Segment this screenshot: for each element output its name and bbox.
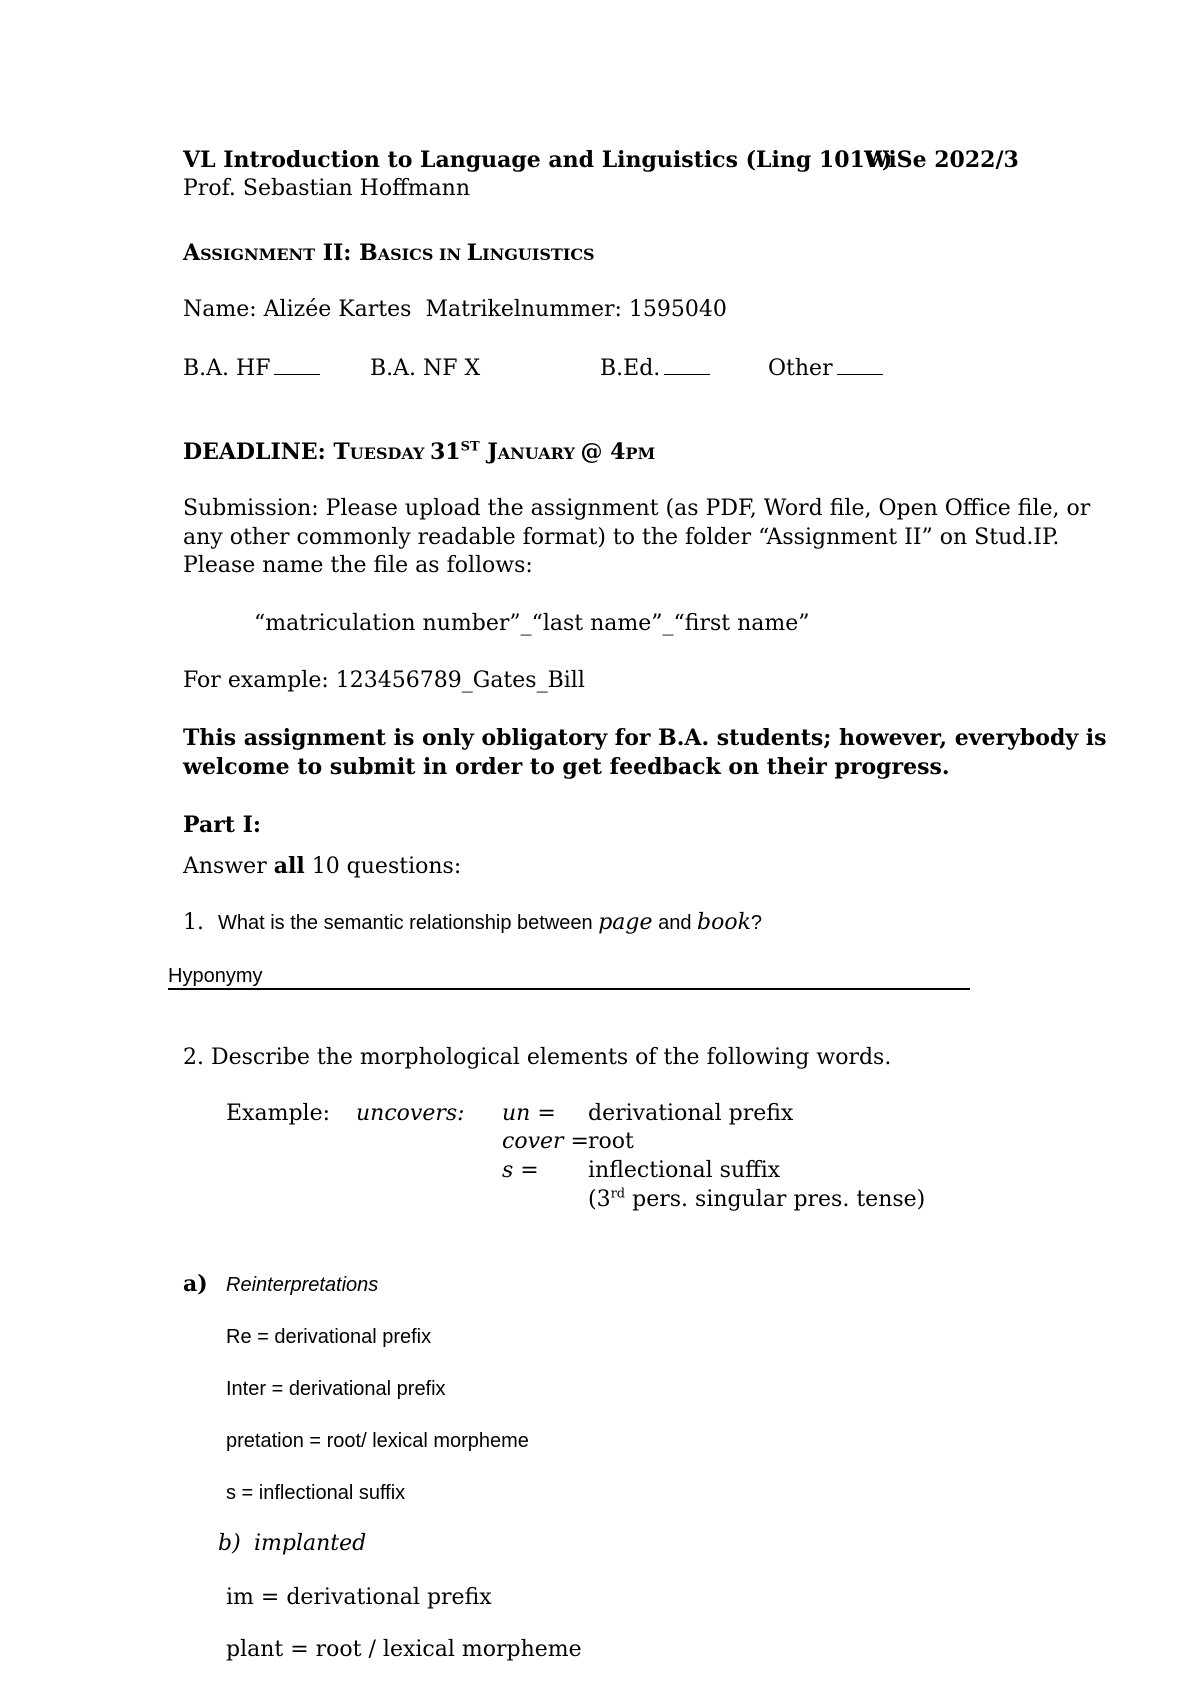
deadline-part: ST: [460, 439, 480, 455]
deadline-part: UESDAY: [349, 444, 430, 463]
answer-line: pretation = root/ lexical morpheme: [226, 1430, 529, 1452]
deadline-label: DEADLINE:: [183, 439, 334, 465]
question-1: [183, 909, 762, 937]
semester: WiSe 2022/3: [864, 147, 1019, 173]
part-heading: Part I:: [183, 812, 262, 838]
morpheme-note: [588, 1186, 925, 1214]
item-word-a: Reinterpretations: [226, 1274, 379, 1296]
question-2: 2. Describe the morphological elements of the following words.: [183, 1045, 892, 1070]
note-text: pers. singular pres. tense): [625, 1187, 926, 1212]
title-part: SSIGNMENT: [200, 245, 316, 264]
question-text: ?: [750, 912, 763, 934]
question-term: book: [697, 910, 751, 935]
professor: Prof. Sebastian Hoffmann: [183, 176, 471, 201]
program-label: B.A. HF: [183, 356, 271, 381]
program-other: [768, 355, 883, 383]
deadline-part: PM: [625, 444, 656, 463]
title-part: B: [359, 240, 378, 266]
example-word: uncovers:: [356, 1101, 465, 1126]
title-part: L: [466, 240, 483, 266]
deadline-part: 31: [429, 439, 461, 465]
note-text: (3: [588, 1187, 611, 1212]
blank-line: [837, 356, 883, 375]
note-sup: rd: [610, 1186, 626, 1202]
deadline-part: ANUARY: [497, 444, 581, 463]
item-word-b: implanted: [254, 1531, 367, 1556]
deadline-part: T: [333, 439, 350, 465]
title-part: INGUISTICS: [482, 245, 595, 264]
answer-line: Re = derivational prefix: [226, 1326, 432, 1348]
course-title: VL Introduction to Language and Linguistics (Ling 101V): [183, 147, 893, 173]
notice-line: welcome to submit in order to get feedback on their progress.: [183, 754, 950, 780]
answer-1: Hyponymy: [168, 965, 263, 987]
name-field: Name: Alizée Kartes: [183, 297, 412, 322]
program-label: B.Ed.: [600, 356, 661, 381]
answer-underline: [168, 988, 970, 990]
submission-line: Submission: Please upload the assignment (as PDF, Word file, Open Office file, or: [183, 496, 1091, 521]
submission-line: any other commonly readable format) to the folder “Assignment II” on Stud.IP.: [183, 525, 1060, 550]
answer-line: Inter = derivational prefix: [226, 1378, 446, 1400]
answer-line: s = inflectional suffix: [226, 1482, 406, 1504]
instr-text: 10 questions:: [304, 854, 462, 879]
example-label: Example:: [226, 1101, 330, 1126]
morpheme-description: derivational prefix: [588, 1101, 794, 1126]
morpheme: un =: [502, 1101, 556, 1126]
title-part: A: [183, 240, 201, 266]
morpheme-description: inflectional suffix: [588, 1158, 781, 1183]
title-part: ASICS IN: [377, 245, 467, 264]
student-name: [183, 296, 727, 324]
deadline: [183, 438, 655, 468]
instr-text: Answer: [183, 854, 274, 879]
question-number: 1.: [183, 910, 204, 935]
assignment-title: [183, 239, 595, 269]
filename-format: “matriculation number”_“last name”_“first name”: [254, 611, 810, 636]
morpheme-description: root: [588, 1129, 634, 1154]
item-label-b: b): [218, 1531, 241, 1556]
title-part: II:: [315, 240, 360, 266]
program-label: Other: [768, 356, 833, 381]
morpheme: s =: [502, 1158, 539, 1183]
question-text: and: [652, 912, 697, 934]
deadline-part: J: [479, 439, 498, 465]
part-instructions: [183, 852, 461, 881]
matrikel-field: Matrikelnummer: 1595040: [425, 297, 727, 322]
question-term: page: [598, 910, 653, 935]
answer-line: im = derivational prefix: [226, 1585, 492, 1610]
program-bed: [600, 355, 710, 383]
morpheme: cover =: [502, 1129, 589, 1154]
instr-emphasis: all: [273, 853, 305, 879]
filename-example: For example: 123456789_Gates_Bill: [183, 668, 585, 693]
program-ba-hf: [183, 355, 320, 383]
program-ba-nf: B.A. NF X: [370, 356, 481, 381]
question-text: What is the semantic relationship between: [218, 912, 599, 934]
blank-line: [274, 356, 320, 375]
item-label-a: a): [183, 1271, 208, 1297]
answer-line: plant = root / lexical morpheme: [226, 1637, 582, 1662]
deadline-part: @ 4: [580, 439, 626, 465]
blank-line: [664, 356, 710, 375]
submission-line: Please name the file as follows:: [183, 553, 533, 578]
notice-line: This assignment is only obligatory for B.A. students; however, everybody is: [183, 725, 1107, 751]
